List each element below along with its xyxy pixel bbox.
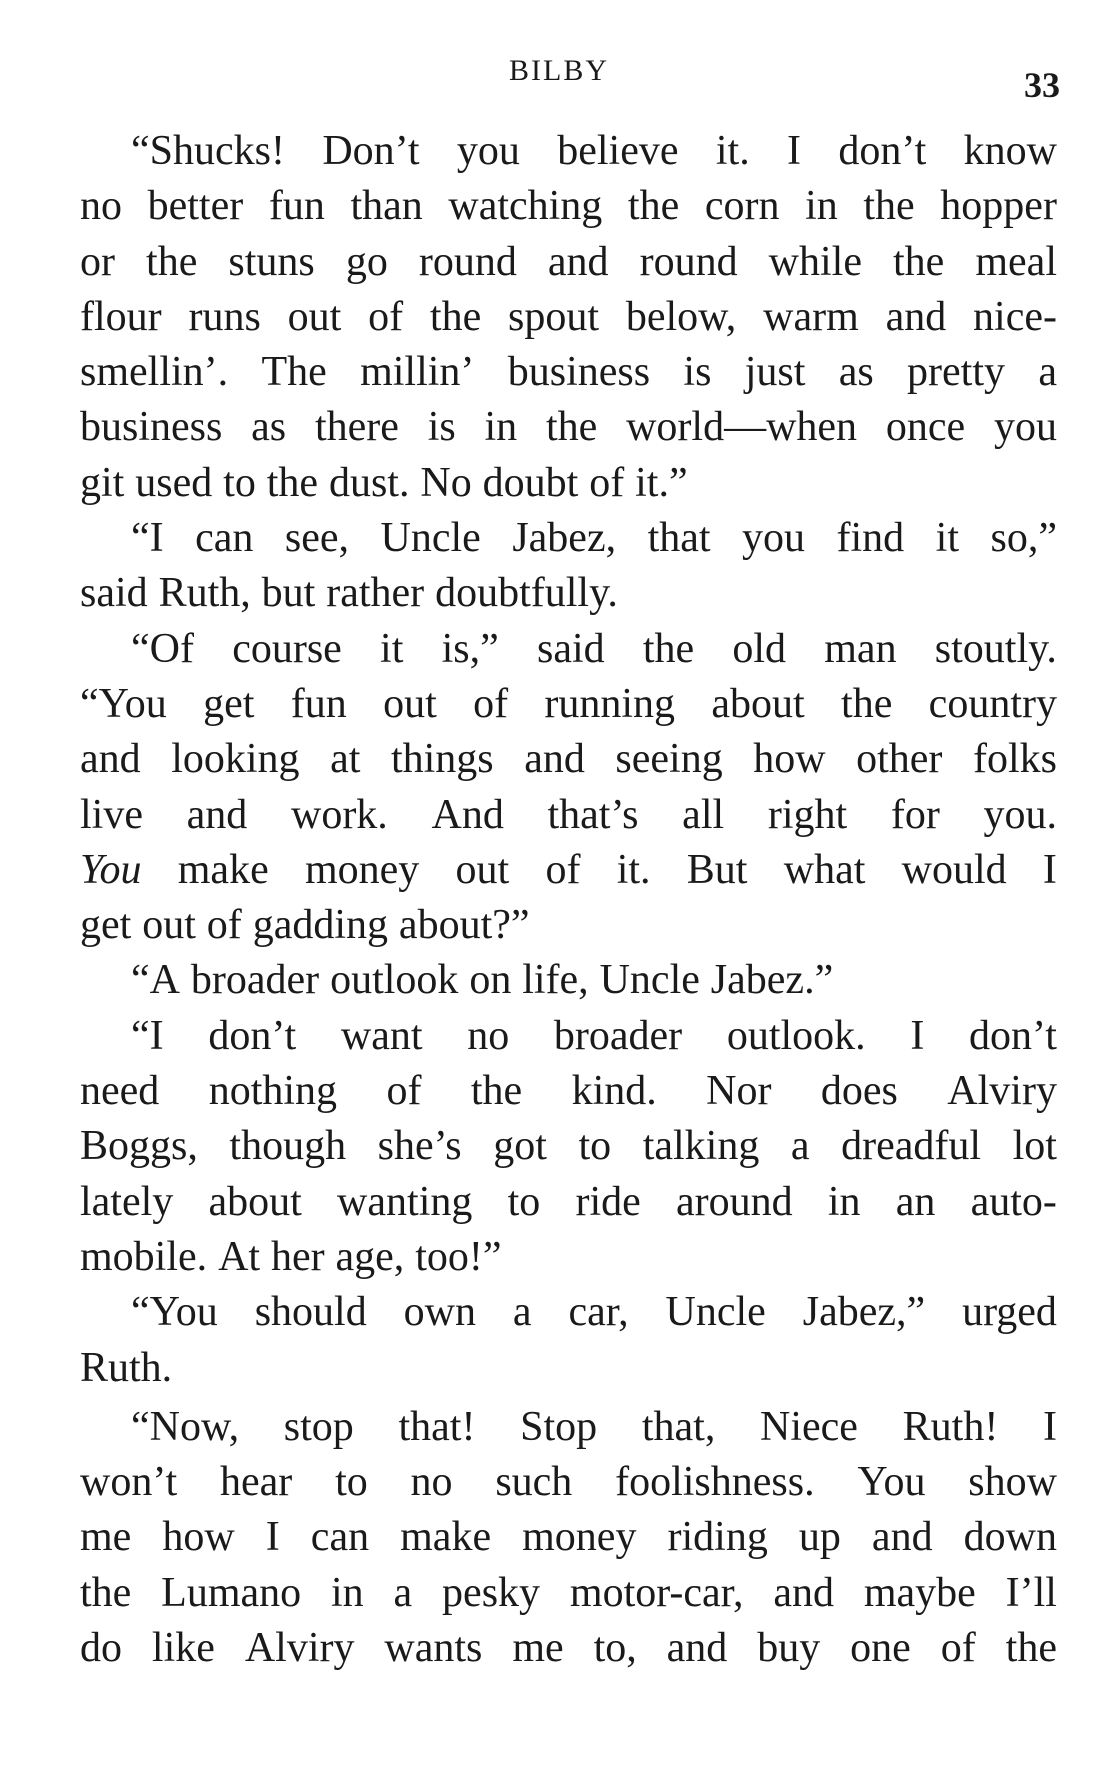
word: the [80,1569,132,1616]
text-line [80,1285,1057,1340]
word: At [218,1233,261,1280]
word: up [798,1514,841,1561]
word: show [968,1459,1057,1506]
text-line [80,622,1057,677]
running-head [0,50,1118,105]
word: want [340,1012,423,1059]
word: other [856,736,943,783]
word: is [427,404,456,451]
word: wanting [337,1178,473,1225]
text-line [80,677,1057,732]
word: should [254,1289,367,1336]
word: to [578,1123,612,1170]
word: out [455,846,510,893]
word: talking [642,1123,760,1170]
word: a [1038,349,1057,396]
word: is,” [441,625,499,672]
word: doubt [482,459,579,506]
word: as [251,404,287,451]
word: to, [593,1625,637,1672]
text-line [80,1175,1057,1230]
word: nothing [208,1068,338,1115]
word: I [910,1012,925,1059]
word: no [467,1012,510,1059]
word: money [304,846,420,893]
word: said [80,570,148,617]
word: me [512,1625,564,1672]
word: the [627,183,680,230]
word: runs [188,293,261,340]
word: man [824,625,897,672]
word: one [850,1625,911,1672]
word: do [80,1625,122,1672]
word: Uncle [665,1289,766,1336]
word: work. [290,791,388,838]
word: the [893,238,945,285]
word: You [80,846,142,893]
word: as [838,349,874,396]
text-line [80,1566,1057,1621]
word: “You [80,680,167,727]
word: Lumano [161,1569,302,1616]
word: the [429,293,482,340]
word: I [1042,846,1057,893]
word: like [151,1625,215,1672]
word: said [536,625,605,672]
word: and [547,238,609,285]
word: live [80,791,143,838]
word: mobile. [80,1233,208,1280]
word: know [963,128,1057,174]
word: stuns [228,238,315,285]
text-line [80,953,1057,1008]
word: does [820,1068,898,1115]
word: that, [641,1403,716,1450]
word: how [162,1514,235,1561]
word: millin’ [360,349,475,396]
word: “I [131,515,164,562]
word: dreadful [841,1123,982,1170]
text-line [80,1455,1057,1510]
word: it. [616,846,651,893]
word: find [836,515,905,562]
word: in [827,1178,861,1225]
word: need [80,1068,160,1115]
text-line [80,1510,1057,1565]
word: the [1005,1625,1057,1672]
text-line [80,511,1057,566]
word: and [80,736,141,783]
word: things [390,736,494,783]
word: you [456,128,520,174]
word: and [666,1625,728,1672]
word: in [484,404,518,451]
word: you [993,404,1057,451]
word: “A [131,957,180,1004]
word: I [265,1514,280,1561]
word: hopper [940,183,1057,230]
word: world—when [626,404,858,451]
word: about [711,680,805,727]
word: rather [326,570,425,617]
word: how [753,736,826,783]
word: it.” [635,459,688,506]
word: “You [131,1289,218,1336]
word: so,” [990,515,1057,562]
word: get [203,680,255,727]
word: watching [448,183,603,230]
word: running [544,680,676,727]
word: than [350,183,423,230]
text-line [80,898,1057,953]
word: Jabez, [512,515,617,562]
page-number: 33 [1024,65,1060,105]
word: and [524,736,585,783]
word: the [146,238,198,285]
word: no [80,183,122,230]
word: lot [1012,1123,1057,1170]
word: broader [553,1012,683,1059]
word: Ruth, [158,570,251,617]
word: Ruth. [80,1344,173,1391]
word: seeing [615,736,723,783]
text-line [80,235,1057,290]
word: her [270,1233,325,1280]
word: nice- [973,293,1057,340]
text-line [80,400,1057,455]
word: doubtfully. [435,570,618,617]
word: No [420,459,472,506]
word: used [135,459,213,506]
word: wants [384,1625,483,1672]
word: better [147,183,244,230]
word: you [742,515,806,562]
text-line [80,456,1057,511]
word: pretty [907,349,1006,396]
word: it. [715,128,750,174]
word: the [266,459,319,506]
word: of [206,902,242,949]
word: ride [575,1178,641,1225]
word: urged [962,1289,1057,1336]
word: Ruth! [902,1403,999,1450]
word: get [80,902,132,949]
word: Alviry [947,1068,1057,1115]
word: while [768,238,862,285]
word: Nor [706,1068,772,1115]
word: kind. [571,1068,657,1115]
word: but [261,570,316,617]
word: a [512,1289,532,1336]
word: of [545,846,581,893]
word: Alviry [244,1625,355,1672]
text-line [80,1009,1057,1064]
word: a [790,1123,810,1170]
word: around [675,1178,793,1225]
word: life, [522,957,589,1004]
word: warm [763,293,859,340]
word: see, [284,515,350,562]
word: though [229,1123,347,1170]
word: right [767,791,848,838]
word: and [186,791,248,838]
word: stoutly. [934,625,1057,672]
word: outlook. [726,1012,866,1059]
word: out [383,680,437,727]
word: riding [667,1514,768,1561]
word: fun [290,680,347,727]
word: don’t [838,128,927,174]
word: can [310,1514,370,1561]
word: lately [80,1178,174,1225]
word: down [963,1514,1057,1561]
word: make [177,846,269,893]
word: business [80,404,223,451]
word: And [431,791,504,838]
word: course [232,625,342,672]
word: what [783,846,866,893]
word: Uncle [380,515,481,562]
word: “Shucks! [131,128,285,174]
word: or [80,238,115,285]
word: and [885,293,947,340]
word: too!” [415,1233,502,1280]
word: out [142,902,196,949]
word: hear [220,1459,293,1506]
word: motor-car, [569,1569,744,1616]
text-line [80,345,1057,400]
word: make [400,1514,492,1561]
word: it [380,625,404,672]
word: I [787,128,802,174]
word: that [647,515,711,562]
word: there [314,404,399,451]
word: don’t [969,1012,1057,1059]
word: the [863,183,915,230]
word: smellin’. [80,349,229,396]
word: country [928,680,1057,727]
text-line [80,179,1057,234]
word: outlook [330,957,459,1004]
word: me [80,1514,132,1561]
word: “Of [131,625,194,672]
word: pesky [442,1569,541,1616]
word: gadding [252,902,389,949]
word: the [642,625,695,672]
word: Stop [520,1403,598,1450]
word: just [744,349,806,396]
word: money [522,1514,637,1561]
word: I’ll [1005,1569,1057,1616]
text-line [80,1230,1057,1285]
word: meal [975,238,1057,285]
running-head-title: BILBY [509,54,609,87]
word: folks [972,736,1057,783]
word: a [393,1569,413,1616]
word: flour [80,293,162,340]
word: old [732,625,787,672]
word: spout [508,293,600,340]
word: all [682,791,725,838]
word: an [895,1178,936,1225]
word: round [418,238,517,285]
text-line [80,124,1057,179]
text-line [80,1119,1057,1174]
word: age, [335,1233,405,1280]
word: in [805,183,838,230]
word: of [940,1625,976,1672]
word: once [885,404,966,451]
text-line [80,788,1057,843]
body-text [80,124,1057,1676]
word: the [545,404,598,451]
word: You [857,1459,926,1506]
word: of [386,1068,422,1115]
text-line [80,566,1057,621]
word: stop [283,1403,354,1450]
word: broader [190,957,320,1004]
word: in [331,1569,364,1616]
word: that! [398,1403,476,1450]
word: and [773,1569,834,1616]
word: Jabez,” [802,1289,926,1336]
text-line [80,1621,1057,1676]
word: the [470,1068,523,1115]
word: of [368,293,404,340]
word: of [589,459,625,506]
text-line [80,1400,1057,1455]
word: that’s [547,791,639,838]
word: “Now, [131,1403,240,1450]
text-line [80,843,1057,898]
word: buy [757,1625,821,1672]
word: dust. [328,459,410,506]
word: of [473,680,509,727]
word: I [1043,1403,1057,1450]
word: Don’t [322,128,420,174]
word: would [901,846,1007,893]
word: auto- [970,1178,1057,1225]
word: git [80,459,125,506]
word: the [841,680,893,727]
word: The [261,349,327,396]
word: she’s [377,1123,462,1170]
word: Niece [760,1403,858,1450]
word: Boggs, [80,1123,198,1170]
word: don’t [208,1012,297,1059]
word: no [410,1459,453,1506]
word: and [871,1514,933,1561]
word: believe [557,128,679,174]
word: won’t [80,1459,178,1506]
word: it [935,515,960,562]
word: round [639,238,738,285]
word: to [223,459,256,506]
word: go [345,238,388,285]
text-line [80,290,1057,345]
word: on [469,957,512,1004]
word: But [686,846,748,893]
word: corn [704,183,780,230]
word: about?” [398,902,530,949]
word: you. [983,791,1057,838]
word: is [683,349,712,396]
word: car, [568,1289,629,1336]
word: foolishness. [615,1459,815,1506]
text-line [80,1341,1057,1396]
word: business [507,349,651,396]
word: fun [268,183,325,230]
text-line [80,732,1057,787]
word: Uncle [599,957,700,1004]
text-line [80,1064,1057,1119]
word: about [208,1178,302,1225]
word: below, [625,293,737,340]
word: such [495,1459,573,1506]
word: “I [131,1012,164,1059]
word: Jabez.” [710,957,834,1004]
word: out [287,293,342,340]
word: maybe [863,1569,976,1616]
word: can [195,515,254,562]
word: looking [171,736,300,783]
word: for [890,791,940,838]
word: own [403,1289,476,1336]
word: to [335,1459,368,1506]
word: at [330,736,361,783]
word: got [493,1123,547,1170]
word: to [507,1178,541,1225]
